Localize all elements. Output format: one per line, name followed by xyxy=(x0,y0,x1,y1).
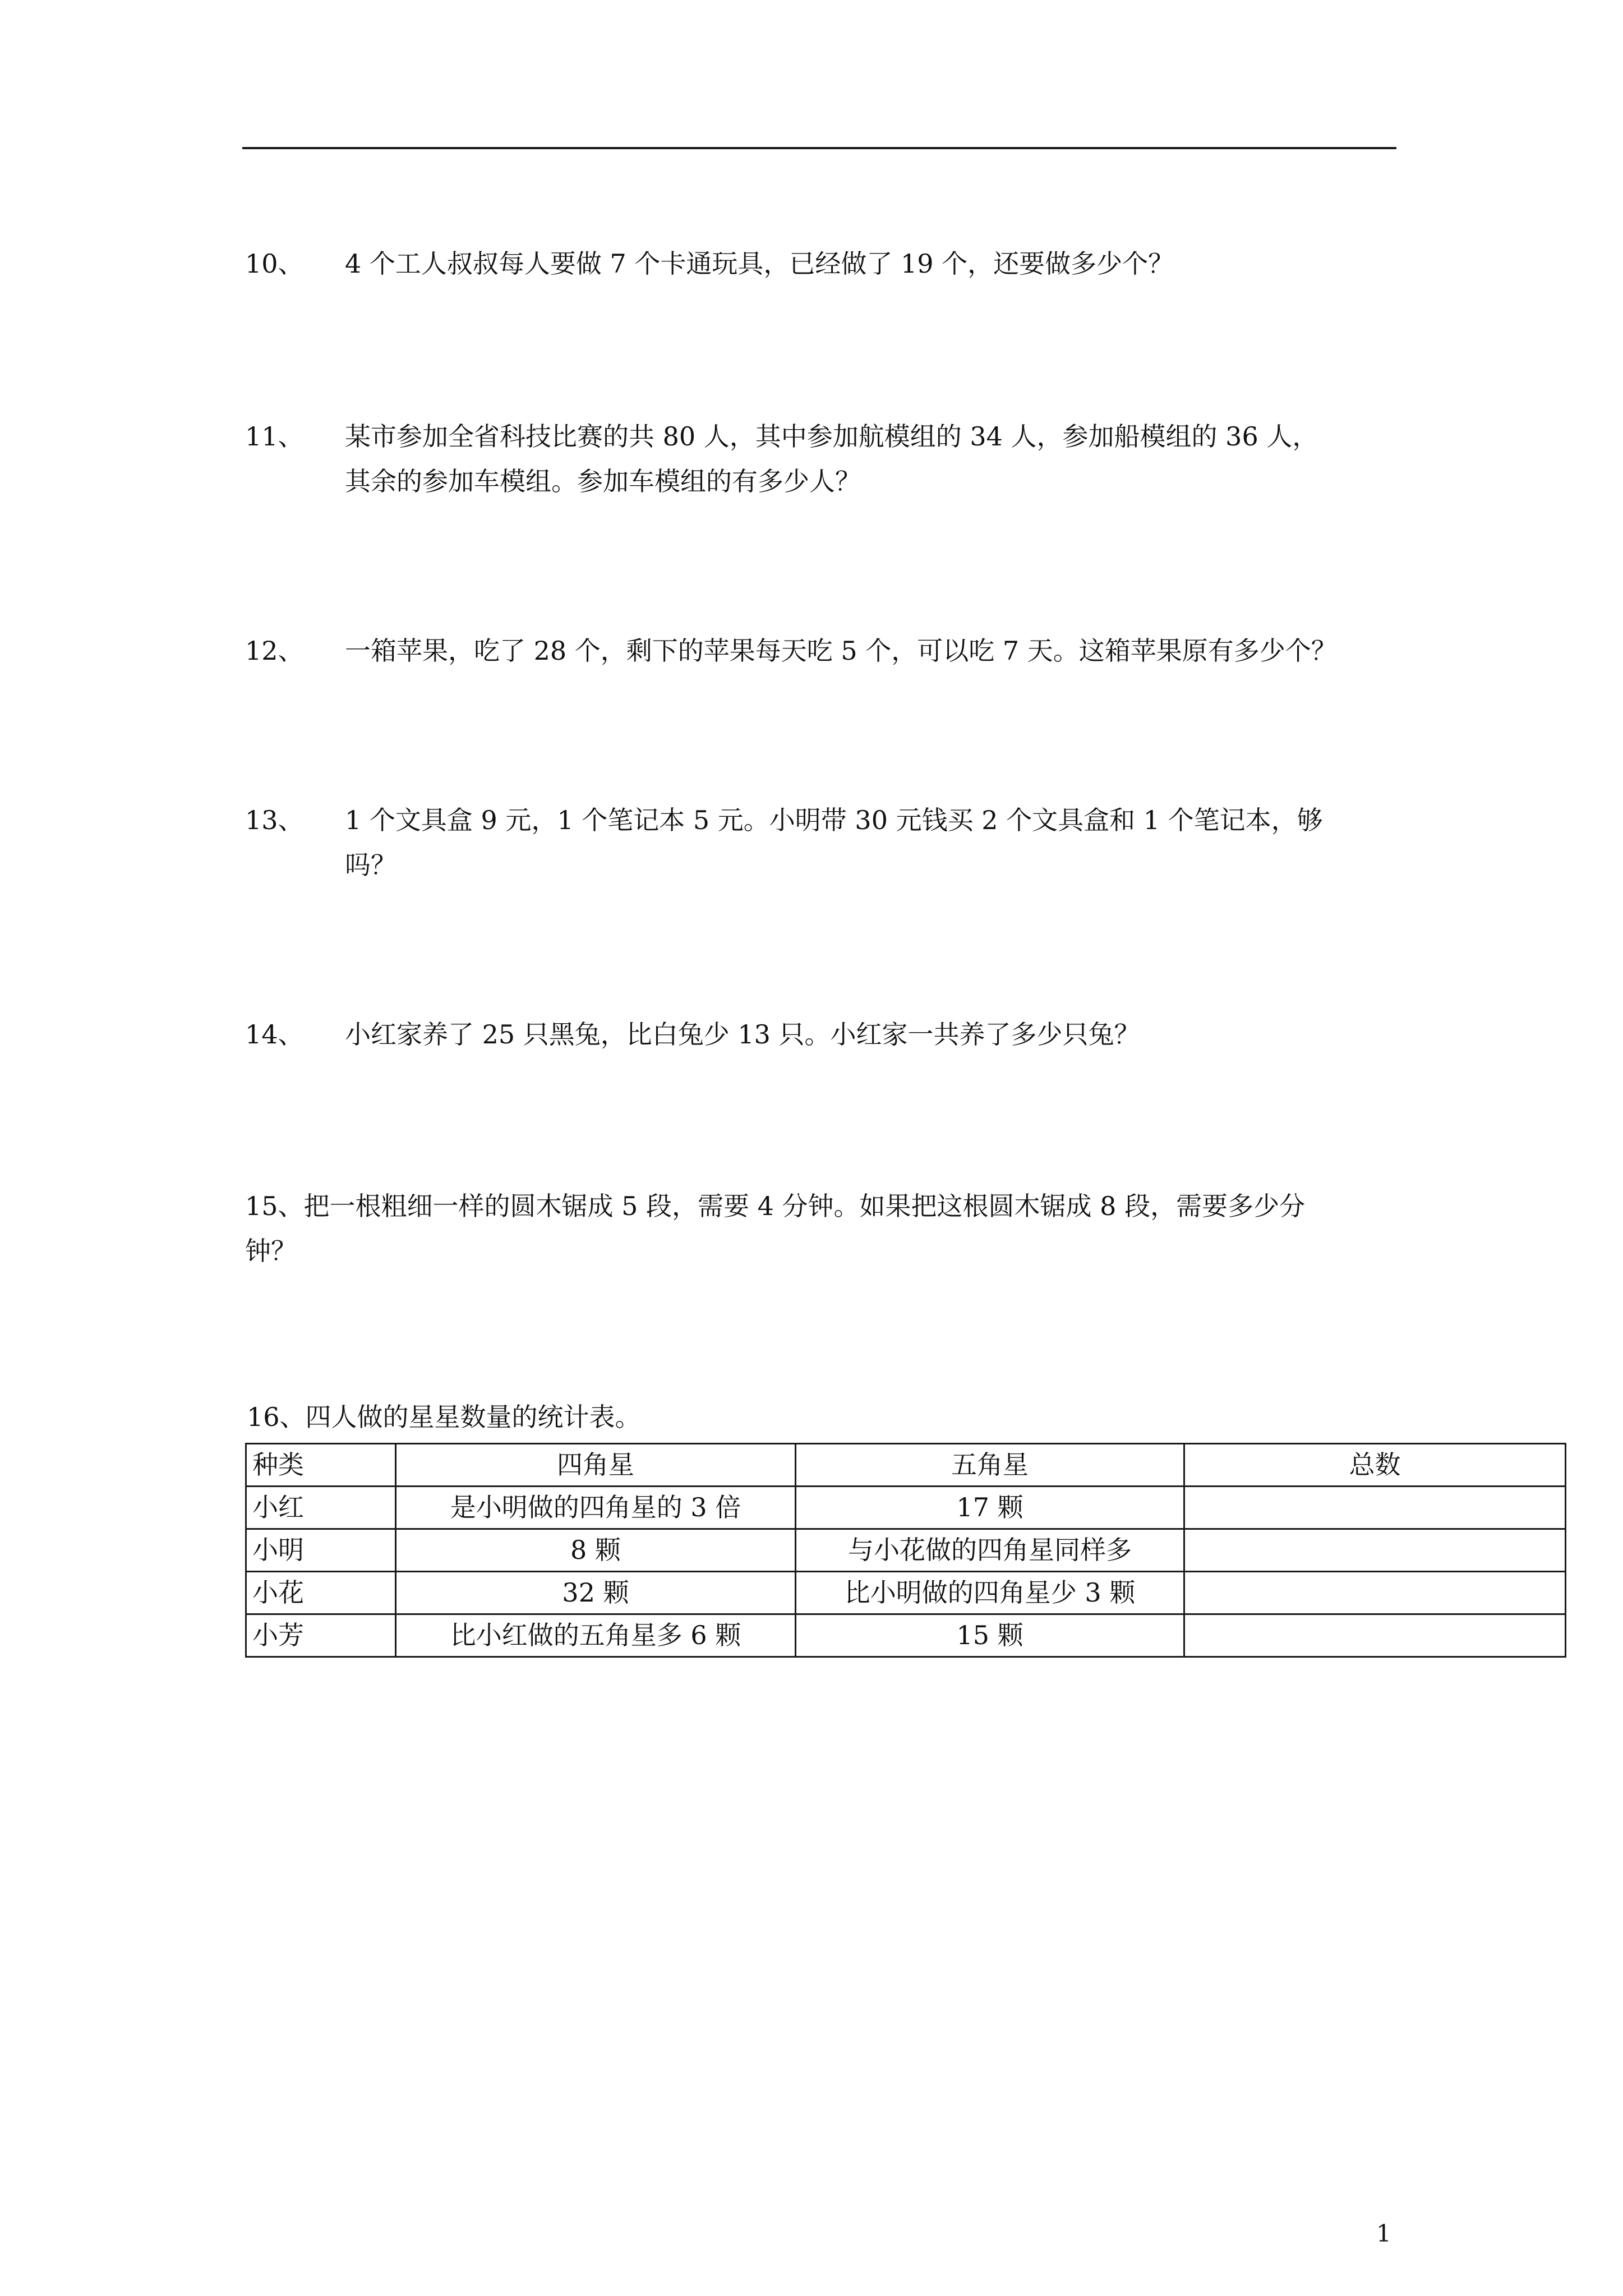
table-row xyxy=(246,1572,1566,1614)
question-text-continued: 其余的参加车模组。参加车模组的有多少人？ xyxy=(345,466,861,496)
row-five-point-star: 比小明做的四角星少 3 颗 xyxy=(796,1572,1184,1614)
question-text-continued: 吗？ xyxy=(345,850,396,880)
row-total-cell[interactable] xyxy=(1184,1487,1566,1529)
question-text: 1 个文具盒 9 元，1 个笔记本 5 元。小明带 30 元钱买 2 个文具盒和 1 个笔记本，够 xyxy=(345,805,1323,835)
question-number: 10、 xyxy=(245,249,304,279)
question-text: 小红家养了 25 只黑兔，比白兔少 13 只。小红家一共养了多少只兔？ xyxy=(345,1019,1140,1050)
page-number: 1 xyxy=(1376,2220,1391,2247)
row-total-cell[interactable] xyxy=(1184,1572,1566,1614)
question-number: 11、 xyxy=(245,421,304,452)
row-name: 小明 xyxy=(246,1529,396,1572)
row-name: 小芳 xyxy=(246,1614,396,1657)
row-five-point-star: 与小花做的四角星同样多 xyxy=(796,1529,1184,1572)
question-text: 一箱苹果，吃了 28 个，剩下的苹果每天吃 5 个，可以吃 7 天。这箱苹果原有多少个？ xyxy=(345,636,1337,666)
question-number: 12、 xyxy=(245,636,304,666)
table-header-row xyxy=(246,1444,1566,1487)
question-number: 13、 xyxy=(245,805,304,835)
question-text: 4 个工人叔叔每人要做 7 个卡通玩具，已经做了 19 个，还要做多少个？ xyxy=(345,249,1174,279)
header-category: 种类 xyxy=(246,1444,396,1487)
star-count-table xyxy=(245,1443,1566,1658)
header-five-point-star: 五角星 xyxy=(796,1444,1184,1487)
row-four-point-star: 32 颗 xyxy=(396,1572,796,1614)
question-text: 15、把一根粗细一样的圆木锯成 5 段，需要 4 分钟。如果把这根圆木锯成 8 段，需要多少分 xyxy=(245,1191,1306,1221)
row-total-cell[interactable] xyxy=(1184,1614,1566,1657)
table-row xyxy=(246,1529,1566,1572)
row-five-point-star: 15 颗 xyxy=(796,1614,1184,1657)
question-text-continued: 钟？ xyxy=(245,1236,297,1266)
table-row xyxy=(246,1487,1566,1529)
row-five-point-star: 17 颗 xyxy=(796,1487,1184,1529)
question-number: 14、 xyxy=(245,1019,304,1050)
question-text: 某市参加全省科技比赛的共 80 人，其中参加航模组的 34 人，参加船模组的 36 人， xyxy=(345,421,1318,452)
row-name: 小红 xyxy=(246,1487,396,1529)
table-row xyxy=(246,1614,1566,1657)
row-total-cell[interactable] xyxy=(1184,1529,1566,1572)
row-name: 小花 xyxy=(246,1572,396,1614)
header-total: 总数 xyxy=(1184,1444,1566,1487)
row-four-point-star: 比小红做的五角星多 6 颗 xyxy=(396,1614,796,1657)
table-caption: 16、四人做的星星数量的统计表。 xyxy=(247,1402,641,1432)
header-rule xyxy=(242,147,1396,149)
row-four-point-star: 8 颗 xyxy=(396,1529,796,1572)
row-four-point-star: 是小明做的四角星的 3 倍 xyxy=(396,1487,796,1529)
header-four-point-star: 四角星 xyxy=(396,1444,796,1487)
